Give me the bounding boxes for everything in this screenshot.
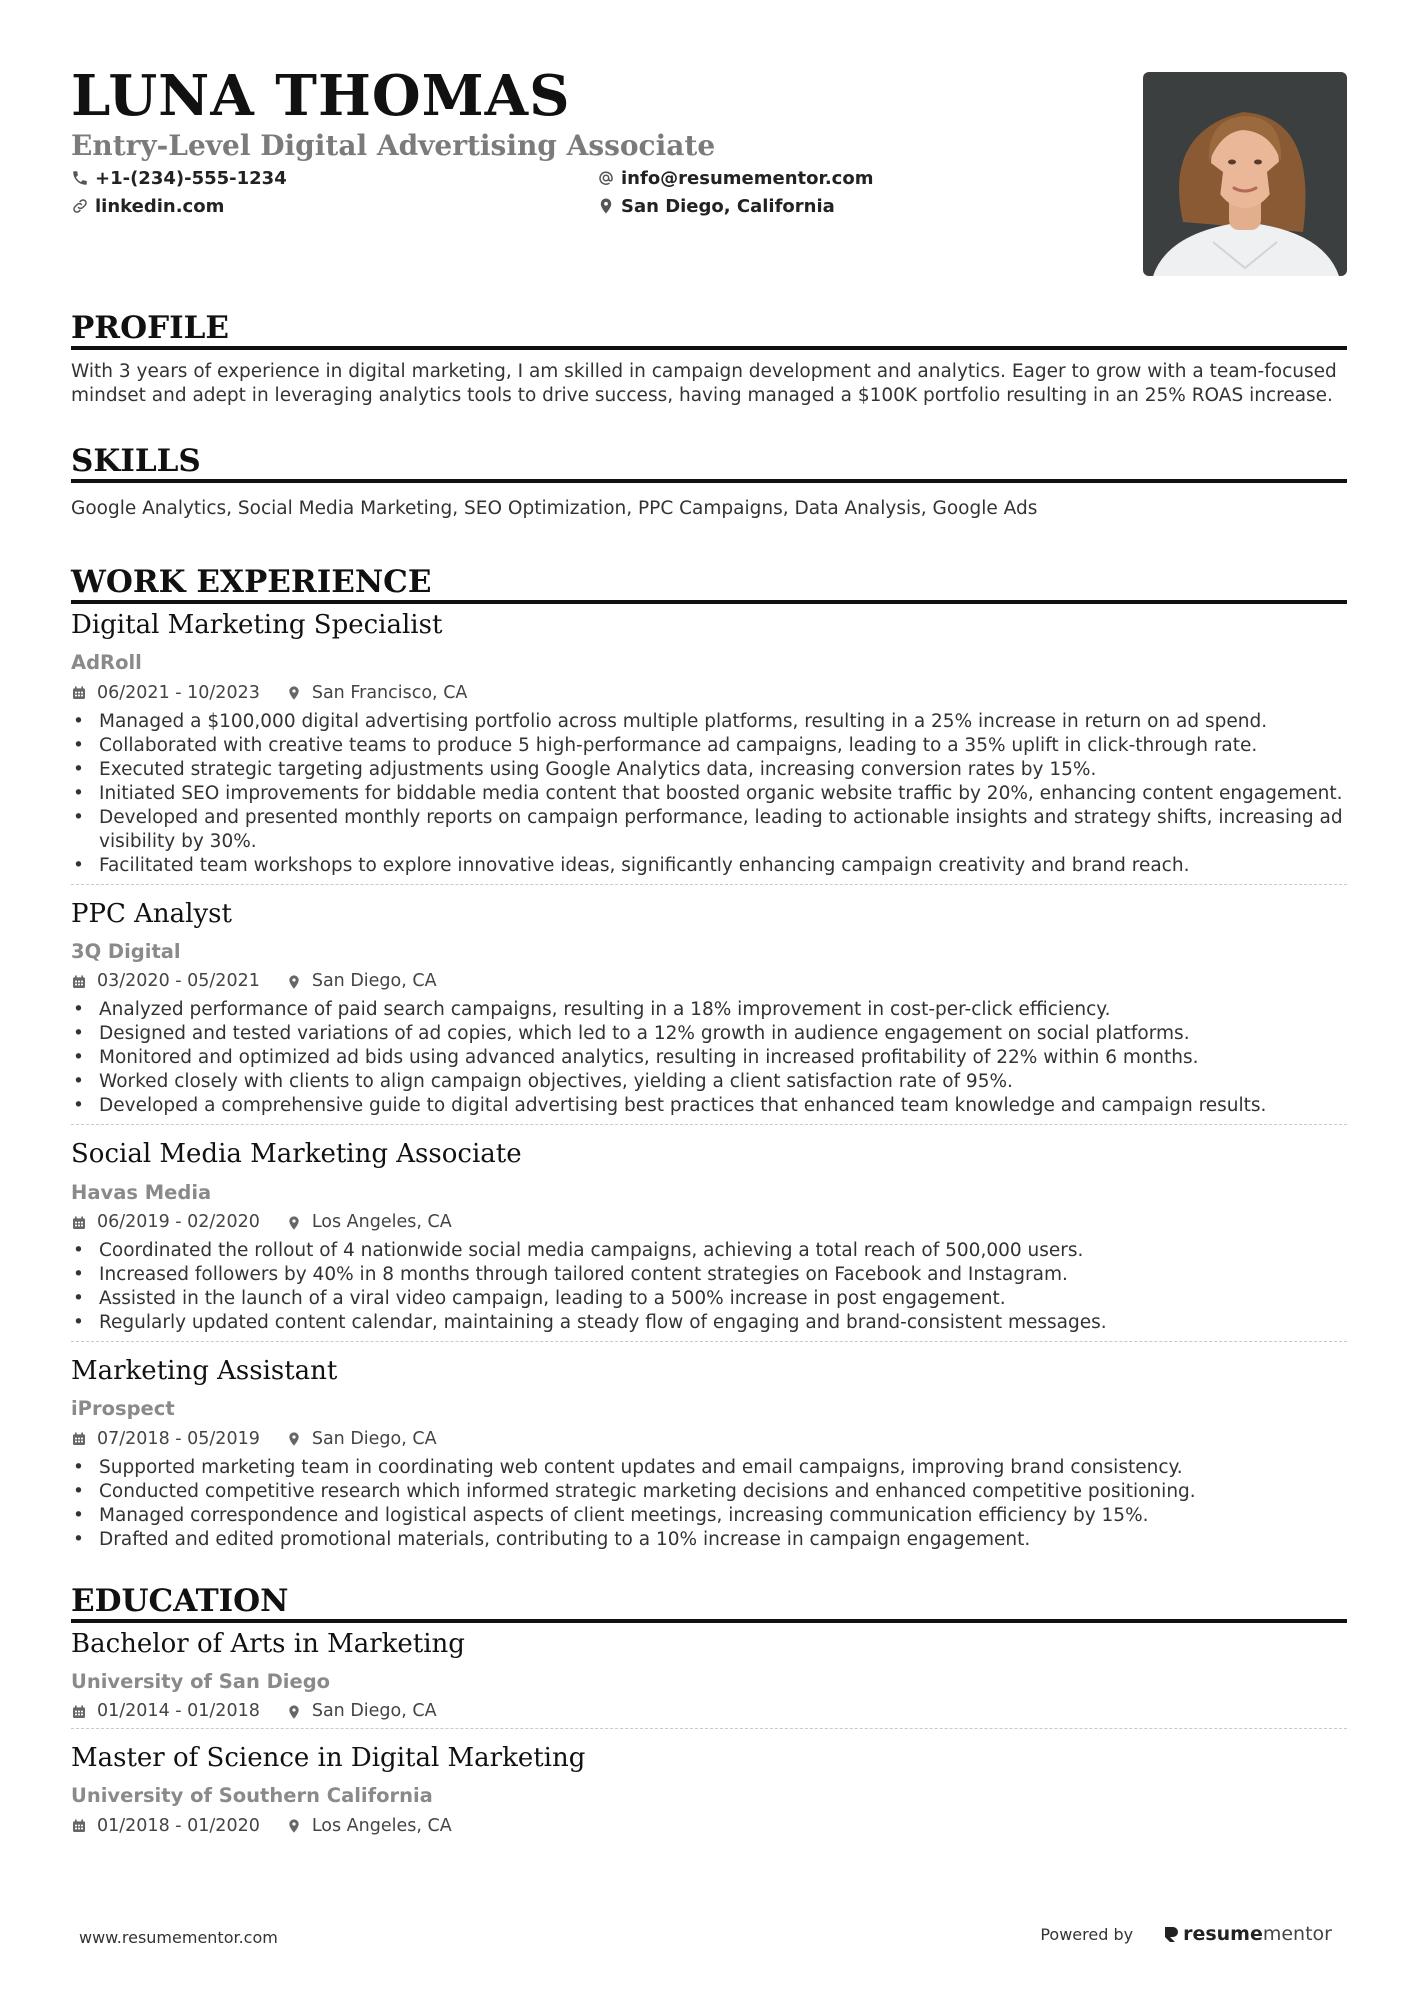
school-name: University of Southern California xyxy=(71,1784,433,1808)
profile-photo xyxy=(1143,72,1347,276)
resume-header xyxy=(71,63,1347,311)
skills-title: SKILLS xyxy=(71,444,1347,483)
dates-text: 03/2020 - 05/2021 xyxy=(97,971,260,992)
bullet-item: • Drafted and edited promotional materials, contributing to a 10% increase in campaign engagement. xyxy=(71,1528,1347,1552)
entry-dates xyxy=(71,971,260,992)
school-name: University of San Diego xyxy=(71,1669,331,1693)
location-text: San Diego, California xyxy=(621,195,835,217)
at-icon xyxy=(597,169,615,187)
degree-title: Master of Science in Digital Marketing xyxy=(71,1743,586,1774)
contact-location xyxy=(597,196,1097,216)
calendar-icon xyxy=(71,685,87,701)
location-text: Los Angeles, CA xyxy=(311,1212,452,1233)
calendar-icon xyxy=(71,1704,87,1720)
job-title: Marketing Assistant xyxy=(71,1356,338,1387)
location-text: San Francisco, CA xyxy=(311,682,468,703)
bullet-item: • Increased followers by 40% in 8 months through tailored content strategies on Facebook and Instagram. xyxy=(71,1263,1347,1287)
bullet-item: • Regularly updated content calendar, maintaining a steady flow of engaging and brand-consistent messages. xyxy=(71,1311,1347,1335)
email-text: info@resumementor.com xyxy=(621,167,874,189)
brand-logo[interactable] xyxy=(1163,1923,1332,1945)
entry-location xyxy=(286,1816,452,1837)
job-title: PPC Analyst xyxy=(71,898,232,929)
resumementor-logo-icon xyxy=(1163,1925,1179,1943)
contact-linkedin xyxy=(71,196,597,216)
map-pin-icon xyxy=(597,197,615,215)
bullet-item: • Executed strategic targeting adjustments using Google Analytics data, increasing conversion rates by 15%. xyxy=(71,758,1347,782)
bullet-item: • Monitored and optimized ad bids using advanced analytics, resulting in increased profitability of 22% within 6 months. xyxy=(71,1046,1347,1070)
map-pin-icon xyxy=(286,1704,302,1720)
entry-meta xyxy=(71,971,1347,992)
company-name: Havas Media xyxy=(71,1180,212,1204)
entry-meta xyxy=(71,1429,1347,1450)
bullet-item: • Worked closely with clients to align campaign objectives, yielding a client satisfaction rate of 95%. xyxy=(71,1070,1347,1094)
job-title: Social Media Marketing Associate xyxy=(71,1139,522,1170)
job-entry xyxy=(71,884,1347,1125)
bullet-item: • Managed correspondence and logistical aspects of client meetings, increasing communication efficiency by 15%. xyxy=(71,1504,1347,1528)
map-pin-icon xyxy=(286,685,302,701)
job-entry xyxy=(71,1341,1347,1558)
calendar-icon xyxy=(71,1431,87,1447)
degree-title: Bachelor of Arts in Marketing xyxy=(71,1628,465,1659)
location-text: San Diego, CA xyxy=(311,1428,437,1449)
bullet-item: • Facilitated team workshops to explore innovative ideas, significantly enhancing campaign creativity and brand reach. xyxy=(71,854,1347,878)
contact-phone xyxy=(71,168,597,188)
entry-meta xyxy=(71,1816,1347,1837)
dates-text: 01/2018 - 01/2020 xyxy=(97,1815,260,1836)
bullet-item: • Developed a comprehensive guide to digital advertising best practices that enhanced team knowledge and campaign results. xyxy=(71,1094,1347,1118)
footer-brand xyxy=(1040,1923,1332,1945)
experience-title: WORK EXPERIENCE xyxy=(71,565,1347,604)
education-entry xyxy=(71,1629,1347,1729)
profile-section xyxy=(71,311,1347,408)
candidate-name: LUNA THOMAS xyxy=(71,63,571,129)
candidate-headline: Entry-Level Digital Advertising Associate xyxy=(71,129,716,162)
company-name: 3Q Digital xyxy=(71,940,181,964)
dates-text: 01/2014 - 01/2018 xyxy=(97,1701,260,1722)
profile-title: PROFILE xyxy=(71,311,1347,350)
bullet-item: • Assisted in the launch of a viral video campaign, leading to a 500% increase in post engagement. xyxy=(71,1287,1347,1311)
entry-dates xyxy=(71,1429,260,1450)
bullet-item: • Initiated SEO improvements for biddable media content that boosted organic website traffic by 20%, enhancing content engagement. xyxy=(71,782,1347,806)
entry-dates xyxy=(71,1701,260,1722)
entry-location xyxy=(286,1701,437,1722)
job-bullets xyxy=(71,1239,1347,1335)
entry-meta xyxy=(71,1212,1347,1233)
phone-text: +1-(234)-555-1234 xyxy=(95,167,287,189)
skills-text: Google Analytics, Social Media Marketing, SEO Optimization, PPC Campaigns, Data Analysis, Google Ads xyxy=(71,498,1038,520)
map-pin-icon xyxy=(286,974,302,990)
dates-text: 06/2019 - 02/2020 xyxy=(97,1212,260,1233)
dates-text: 06/2021 - 10/2023 xyxy=(97,682,260,703)
map-pin-icon xyxy=(286,1818,302,1834)
location-text: San Diego, CA xyxy=(311,1701,437,1722)
location-text: San Diego, CA xyxy=(311,971,437,992)
bullet-item: • Supported marketing team in coordinating web content updates and email campaigns, improving brand consistency. xyxy=(71,1456,1347,1480)
calendar-icon xyxy=(71,1215,87,1231)
job-list xyxy=(71,610,1347,1557)
skills-section xyxy=(71,444,1347,521)
bullet-item: • Collaborated with creative teams to produce 5 high-performance ad campaigns, leading to a 35% uplift in click-through rate. xyxy=(71,734,1347,758)
education-title: EDUCATION xyxy=(71,1584,1347,1623)
linkedin-text: linkedin.com xyxy=(95,195,225,217)
profile-text: With 3 years of experience in digital marketing, I am skilled in campaign development and analytics. Eager to grow with a team-focused mindset and adept in leveraging analytics tools to drive success, having managed a $100K portfolio resulting in an 25% ROAS increase. xyxy=(71,361,1337,407)
bullet-item: • Designed and tested variations of ad copies, which led to a 12% growth in audience engagement on social platforms. xyxy=(71,1022,1347,1046)
location-text: Los Angeles, CA xyxy=(311,1815,452,1836)
experience-section xyxy=(71,565,1347,1557)
dates-text: 07/2018 - 05/2019 xyxy=(97,1428,260,1449)
education-entry xyxy=(71,1728,1347,1843)
entry-location xyxy=(286,1429,437,1450)
company-name: iProspect xyxy=(71,1397,175,1421)
brand-light: mentor xyxy=(1262,1923,1332,1945)
job-bullets xyxy=(71,1456,1347,1552)
contact-email xyxy=(597,168,1097,188)
link-icon xyxy=(71,197,89,215)
job-bullets xyxy=(71,998,1347,1118)
entry-dates xyxy=(71,1816,260,1837)
phone-icon xyxy=(71,169,89,187)
resume-content xyxy=(71,58,1347,1843)
calendar-icon xyxy=(71,974,87,990)
map-pin-icon xyxy=(286,1215,302,1231)
powered-by-text: Powered by xyxy=(1040,1924,1134,1944)
entry-dates xyxy=(71,683,260,704)
entry-location xyxy=(286,971,437,992)
bullet-item: • Developed and presented monthly reports on campaign performance, leading to actionable insights and strategy shifts, increasing ad visibility by 30%. xyxy=(71,806,1347,854)
job-bullets xyxy=(71,710,1347,878)
company-name: AdRoll xyxy=(71,651,142,675)
bullet-item: • Coordinated the rollout of 4 nationwide social media campaigns, achieving a total reach of 500,000 users. xyxy=(71,1239,1347,1263)
bullet-item: • Managed a $100,000 digital advertising portfolio across multiple platforms, resulting in a 25% increase in return on ad spend. xyxy=(71,710,1347,734)
map-pin-icon xyxy=(286,1431,302,1447)
job-entry xyxy=(71,1124,1347,1341)
education-list xyxy=(71,1629,1347,1843)
job-entry xyxy=(71,610,1347,884)
bullet-item: • Analyzed performance of paid search campaigns, resulting in a 18% improvement in cost-per-click efficiency. xyxy=(71,998,1347,1022)
entry-meta xyxy=(71,683,1347,704)
entry-dates xyxy=(71,1212,260,1233)
footer-website[interactable]: www.resumementor.com xyxy=(79,1928,278,1947)
education-section xyxy=(71,1584,1347,1843)
brand-bold: resume xyxy=(1183,1923,1263,1945)
entry-meta xyxy=(71,1701,1347,1722)
bullet-item: • Conducted competitive research which informed strategic marketing decisions and enhanced competitive positioning. xyxy=(71,1480,1347,1504)
calendar-icon xyxy=(71,1818,87,1834)
entry-location xyxy=(286,683,468,704)
entry-location xyxy=(286,1212,452,1233)
job-title: Digital Marketing Specialist xyxy=(71,610,443,641)
